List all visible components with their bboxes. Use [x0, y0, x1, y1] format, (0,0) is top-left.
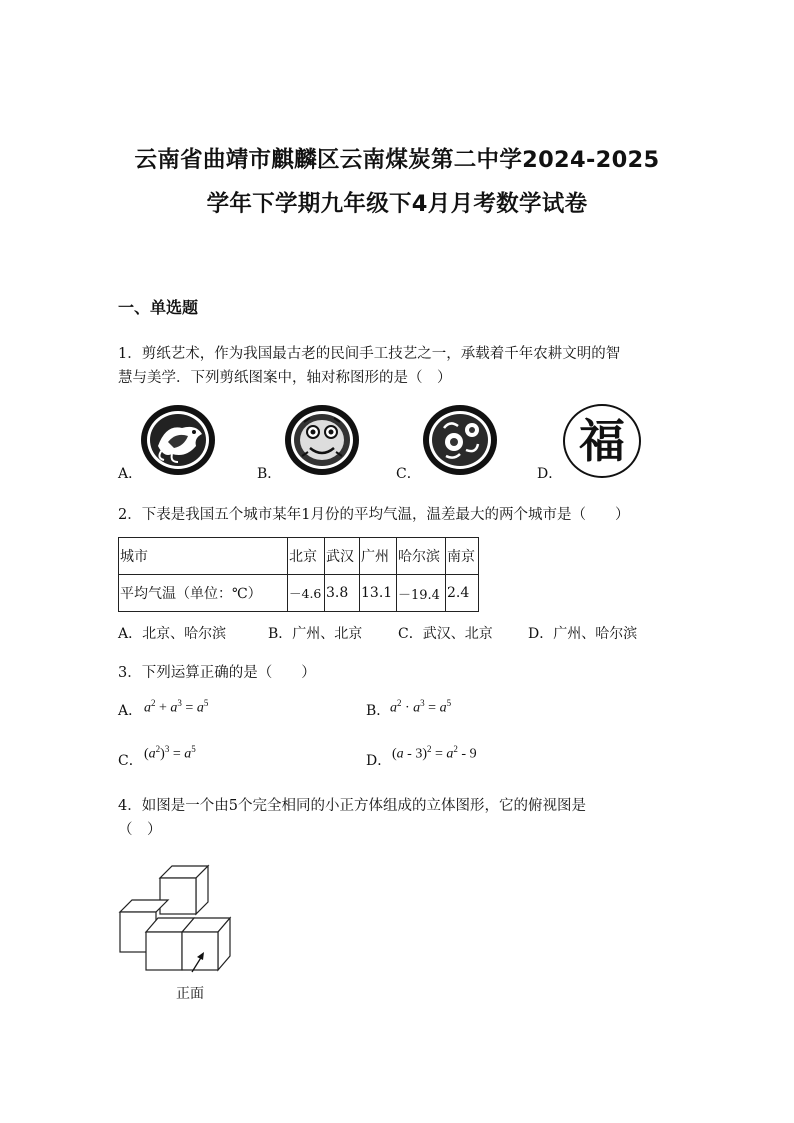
q1-option-c-label: C． — [396, 466, 421, 482]
q1-text-line1: 1．剪纸艺术，作为我国最古老的民间手工技艺之一，承载着千年农耕文明的智 — [118, 346, 621, 362]
q3-option-c-formula: $(a^2)^3 = a^5$ — [144, 744, 196, 762]
table-cell: 2.4 — [446, 575, 479, 612]
section-heading: 一、单选题 — [118, 298, 199, 317]
q3-option-d-formula: $(a - 3)^2 = a^2 - 9$ — [392, 744, 477, 762]
q1-option-d-label: D． — [537, 466, 563, 482]
q1-text-line2: 慧与美学．下列剪纸图案中，轴对称图形的是（ ） — [118, 370, 452, 386]
q3-option-b-label: B． — [366, 703, 391, 719]
q2-text: 2．下表是我国五个城市某年1月份的平均气温，温差最大的两个城市是（ ） — [118, 507, 630, 523]
table-cell: 平均气温（单位：℃） — [119, 575, 288, 612]
temperature-table — [118, 537, 479, 612]
table-cell: －19.4 — [397, 575, 446, 612]
fu-character: 福 — [579, 414, 625, 468]
page-title-line2: 学年下学期九年级下4月月考数学试卷 — [206, 191, 588, 217]
cube-figure — [116, 856, 240, 976]
q3-option-b-formula: $a^2 \cdot a^3 = a^5$ — [390, 698, 452, 716]
q2-option-a: A．北京、哈尔滨 — [118, 626, 227, 642]
q3-option-c-label: C． — [118, 753, 143, 769]
papercut-flower-icon — [420, 402, 500, 478]
papercut-bird-icon — [138, 402, 218, 478]
table-header-row — [119, 538, 479, 575]
page-title-line1: 云南省曲靖市麒麟区云南煤炭第二中学2024-2025 — [134, 147, 660, 173]
q2-option-c: C．武汉、北京 — [398, 626, 493, 642]
table-cell: 城市 — [119, 538, 288, 575]
q1-option-b-label: B． — [257, 466, 282, 482]
q3-option-a-label: A． — [118, 703, 143, 719]
front-view-label: 正面 — [176, 986, 204, 1002]
table-row — [119, 575, 479, 612]
table-cell: 北京 — [288, 538, 325, 575]
papercut-face-icon — [282, 402, 362, 478]
table-cell: 13.1 — [360, 575, 397, 612]
q2-option-b: B．广州、北京 — [268, 626, 363, 642]
q3-option-a-formula: $a^2 + a^3 = a^5$ — [144, 698, 209, 716]
table-cell: 南京 — [446, 538, 479, 575]
table-cell: 武汉 — [325, 538, 360, 575]
q1-option-a-label: A． — [118, 466, 143, 482]
table-cell: －4.6 — [288, 575, 325, 612]
papercut-fu-icon — [563, 404, 641, 478]
q4-text-line2: （ ） — [118, 822, 162, 838]
q3-text: 3．下列运算正确的是（ ） — [118, 665, 316, 681]
q3-option-d-label: D． — [366, 753, 392, 769]
q4-text-line1: 4．如图是一个由5个完全相同的小正方体组成的立体图形，它的俯视图是 — [118, 798, 586, 814]
table-cell: 哈尔滨 — [397, 538, 446, 575]
table-cell: 广州 — [360, 538, 397, 575]
table-cell: 3.8 — [325, 575, 360, 612]
q2-option-d: D．广州、哈尔滨 — [528, 626, 638, 642]
